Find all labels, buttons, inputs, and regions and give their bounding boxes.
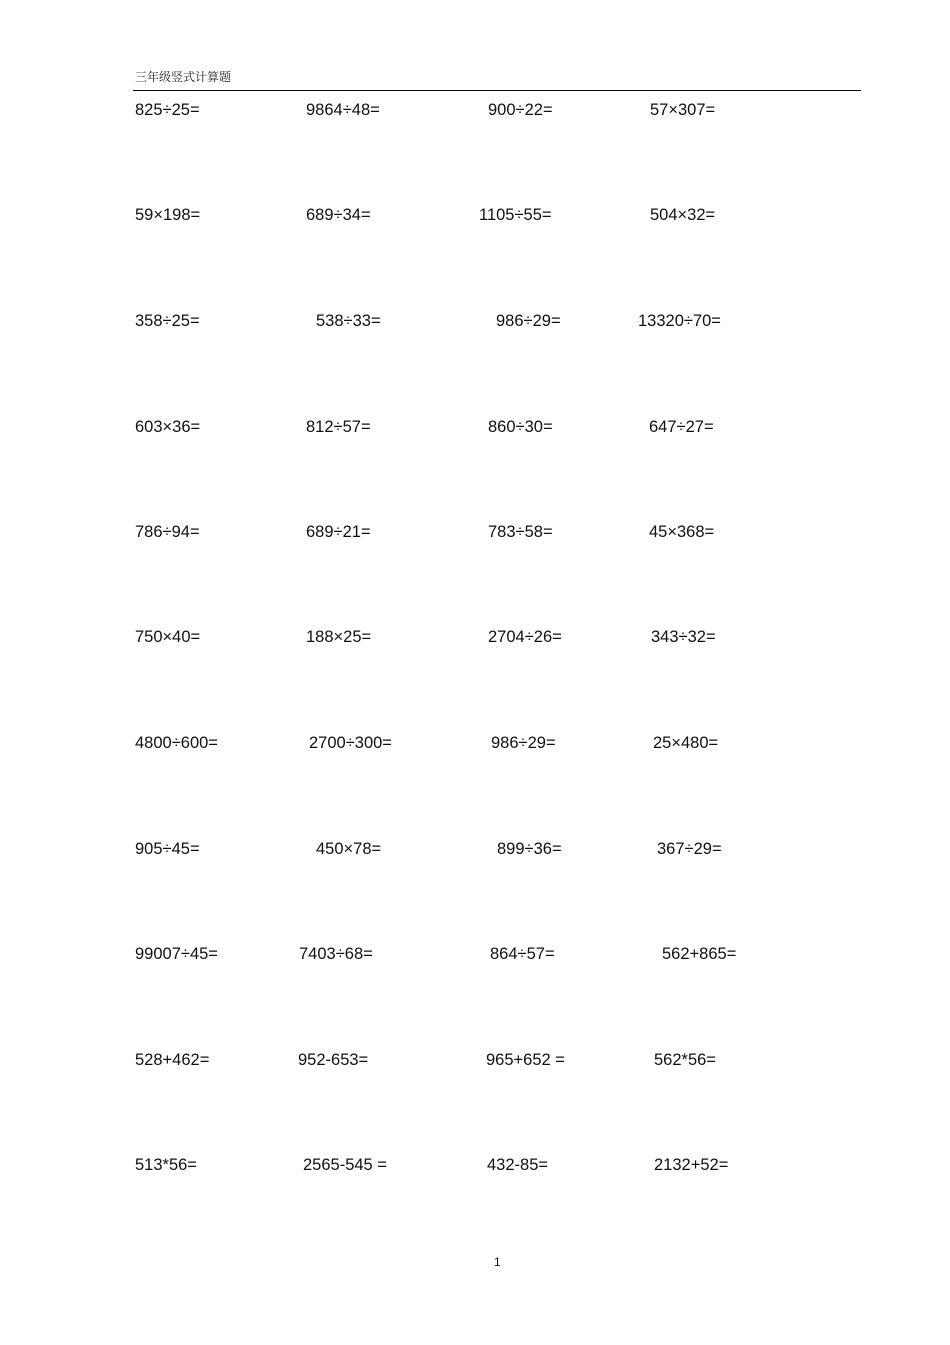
problem-item: 786÷94= [135, 523, 200, 541]
problem-item: 825÷25= [135, 101, 200, 119]
problem-item: 432-85= [487, 1156, 549, 1174]
problem-item: 25×480= [653, 734, 719, 752]
problem-item: 45×368= [649, 523, 715, 541]
problem-item: 860÷30= [488, 418, 553, 436]
problem-item: 2704÷26= [488, 628, 562, 646]
problem-item: 450×78= [316, 840, 382, 858]
problem-item: 689÷21= [306, 523, 371, 541]
problem-item: 367÷29= [657, 840, 722, 858]
page-header-title: 三年级竖式计算题 [135, 70, 232, 84]
problem-item: 562*56= [654, 1051, 716, 1069]
problem-item: 99007÷45= [135, 945, 218, 963]
problem-item: 899÷36= [497, 840, 562, 858]
problem-item: 513*56= [135, 1156, 197, 1174]
problem-item: 905÷45= [135, 840, 200, 858]
problem-item: 647÷27= [649, 418, 714, 436]
problem-item: 343÷32= [651, 628, 716, 646]
problem-item: 188×25= [306, 628, 372, 646]
header-divider [133, 90, 861, 91]
problem-item: 358÷25= [135, 312, 200, 330]
problem-item: 2565-545 = [303, 1156, 387, 1174]
problem-item: 2700÷300= [309, 734, 392, 752]
problem-item: 538÷33= [316, 312, 381, 330]
problem-item: 57×307= [650, 101, 716, 119]
problem-item: 7403÷68= [299, 945, 373, 963]
page-number: 1 [494, 1255, 501, 1269]
problem-item: 965+652 = [486, 1051, 565, 1069]
problem-item: 4800÷600= [135, 734, 218, 752]
problem-item: 562+865= [662, 945, 737, 963]
problem-item: 750×40= [135, 628, 201, 646]
problem-item: 504×32= [650, 206, 716, 224]
problem-item: 1105÷55= [479, 206, 552, 224]
problem-item: 528+462= [135, 1051, 210, 1069]
problem-item: 13320÷70= [638, 312, 721, 330]
problem-item: 603×36= [135, 418, 201, 436]
problem-item: 864÷57= [490, 945, 555, 963]
problem-item: 986÷29= [496, 312, 561, 330]
problem-item: 689÷34= [306, 206, 371, 224]
problem-item: 812÷57= [306, 418, 371, 436]
problem-item: 59×198= [135, 206, 201, 224]
problem-item: 900÷22= [488, 101, 553, 119]
problem-item: 952-653= [298, 1051, 369, 1069]
problem-item: 783÷58= [488, 523, 553, 541]
problem-item: 986÷29= [491, 734, 556, 752]
problem-item: 9864÷48= [306, 101, 380, 119]
problem-item: 2132+52= [654, 1156, 729, 1174]
